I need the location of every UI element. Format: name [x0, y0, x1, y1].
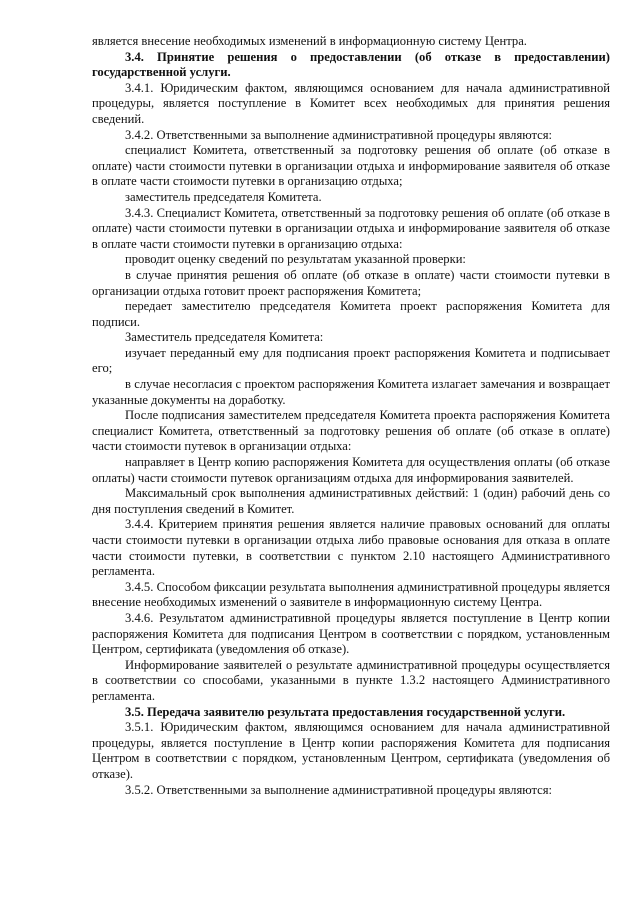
paragraph: направляет в Центр копию распоряжения Комитета для осуществления оплаты (об отказе оплаты) части стоимости путевок организациям отдыха для информирования заявителей.	[92, 455, 610, 485]
paragraph: является внесение необходимых изменений в информационную систему Центра.	[92, 34, 527, 48]
paragraph: Заместитель председателя Комитета:	[125, 330, 324, 345]
paragraph: в случае несогласия с проектом распоряжения Комитета излагает замечания и возвращает указанные документы на доработку.	[92, 377, 610, 407]
paragraph: 3.4.3. Специалист Комитета, ответственный за подготовку решения об оплате (об отказе в оплате) части стоимости путевки в организации отдыха и информирование заявителя об отказе в оплате части стоимости путевки в организацию отдыха:	[92, 205, 610, 251]
document-body	[92, 34, 610, 798]
paragraph: 3.5.2. Ответственными за выполнение административной процедуры являются:	[125, 782, 553, 797]
paragraph: специалист Комитета, ответственный за подготовку решения об оплате (об отказе в оплате) части стоимости путевки в организации отдыха и информирование заявителя об отказе в оплате части стоимости путевки в организацию отдыха;	[92, 143, 610, 189]
section-heading	[92, 705, 610, 721]
paragraph: в случае принятия решения об оплате (об отказе в оплате) части стоимости путевки в организации отдыха готовит проект распоряжения Комитета;	[92, 267, 610, 298]
paragraph: 3.4.5. Способом фиксации результата выполнения административной процедуры является внесение необходимых изменений о заявителе в информационную систему Центра.	[92, 579, 610, 610]
section-heading	[92, 50, 610, 81]
heading-text: 3.4. Принятие решения о предоставлении (об отказе в предоставлении) государственной услуги.	[92, 49, 610, 80]
paragraph: передает заместителю председателя Комитета проект распоряжения Комитета для подписи.	[92, 299, 610, 329]
paragraph: Информирование заявителей о результате административной процедуры осуществляется в соответствии со способами, указанными в пункте 1.3.2 настоящего Административного регламента.	[92, 657, 610, 703]
paragraph: 3.4.1. Юридическим фактом, являющимся основанием для начала административной процедуры, является поступление в Комитет всех необходимых для принятия решения сведений.	[92, 80, 610, 126]
paragraph: 3.4.4. Критерием принятия решения является наличие правовых оснований для оплаты части стоимости путевки в организации отдыха либо правовые основания для отказа в оплате части стоимости путевки, в соответствии с пунктом 2.10 настоящего Административного регламента.	[92, 517, 610, 579]
paragraph: Максимальный срок выполнения административных действий: 1 (один) рабочий день со дня поступления сведений в Комитет.	[92, 486, 610, 516]
paragraph: 3.5.1. Юридическим фактом, являющимся основанием для начала административной процедуры, является поступление в Центр копии распоряжения Комитета для подписания Центром в соответствии с порядком, установленным Центром, сертификата (уведомления об отказе).	[92, 720, 610, 781]
heading-text: 3.5. Передача заявителю результата предоставления государственной услуги.	[125, 704, 566, 719]
paragraph: 3.4.2. Ответственными за выполнение административной процедуры являются:	[125, 127, 553, 142]
paragraph: изучает переданный ему для подписания проект распоряжения Комитета и подписывает его;	[92, 345, 610, 376]
paragraph: проводит оценку сведений по результатам указанной проверки:	[125, 252, 466, 267]
paragraph: После подписания заместителем председателя Комитета проекта распоряжения Комитета специалист Комитета, ответственный за подготовку решения об оплате (об отказе в оплате) части стоимости путевок в организации отдыха:	[92, 408, 610, 454]
paragraph: заместитель председателя Комитета.	[125, 189, 322, 204]
paragraph: 3.4.6. Результатом административной процедуры является поступление в Центр копии распоряжения Комитета для подписания Центром в соответствии с порядком, установленным Центром, сертификата (уведомления об отказе).	[92, 610, 610, 657]
